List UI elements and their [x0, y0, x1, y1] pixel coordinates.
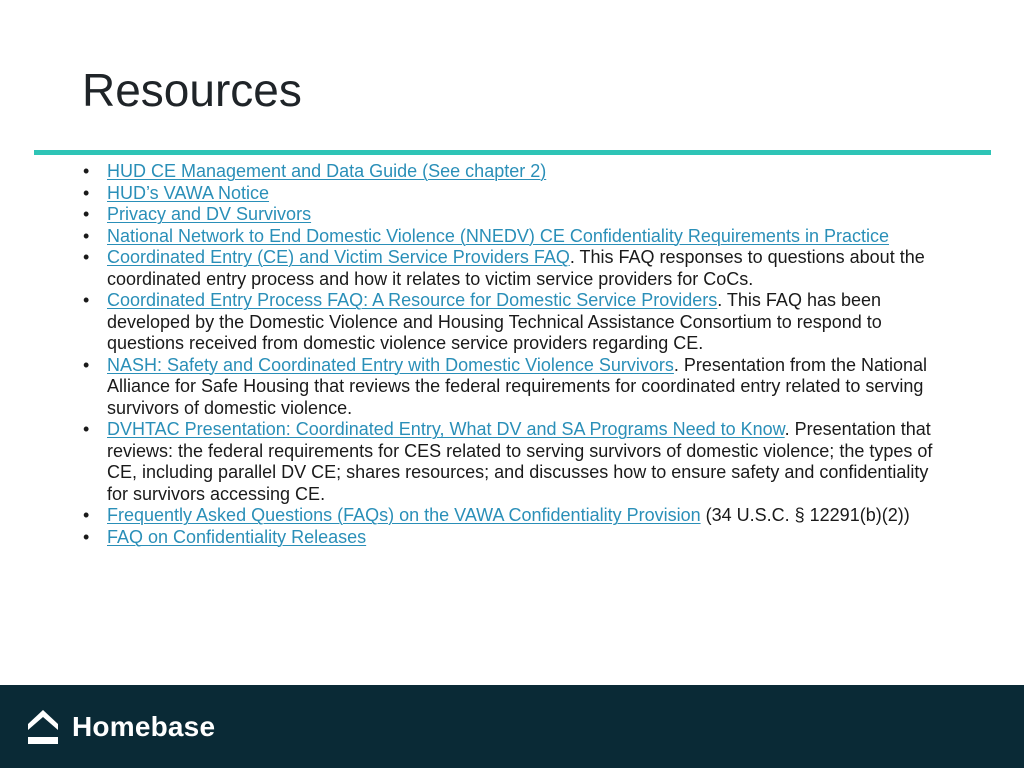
- list-item: [0, 204, 1024, 226]
- list-item: [0, 290, 1024, 355]
- bullet-icon: •: [83, 526, 90, 547]
- title-divider: [34, 150, 991, 155]
- resource-link-vawa-faqs[interactable]: Frequently Asked Questions (FAQs) on the VAWA Confidentiality Provision: [107, 505, 701, 525]
- list-item: [0, 419, 1024, 505]
- bullet-icon: •: [83, 354, 90, 375]
- resource-link-ce-process-faq[interactable]: Coordinated Entry Process FAQ: A Resource for Domestic Service Providers: [107, 290, 718, 310]
- resource-link-confidentiality-releases[interactable]: FAQ on Confidentiality Releases: [107, 526, 367, 547]
- brand-name: Homebase: [72, 711, 216, 742]
- list-item: [0, 161, 1024, 183]
- list-item: [0, 527, 1024, 549]
- resource-link-nnedv[interactable]: National Network to End Domestic Violence (NNEDV) CE Confidentiality Requirements in Practice: [107, 225, 889, 246]
- resource-link-nash[interactable]: NASH: Safety and Coordinated Entry with Domestic Violence Survivors: [107, 354, 674, 375]
- bullet-icon: •: [83, 182, 90, 203]
- list-item: [0, 355, 1024, 420]
- resource-link-hud-vawa-notice[interactable]: HUD’s VAWA Notice: [107, 182, 270, 203]
- resource-link-ce-vsp-faq[interactable]: Coordinated Entry (CE) and Victim Service Providers FAQ: [107, 247, 570, 267]
- resource-description: (34 U.S.C. § 12291(b)(2)): [700, 505, 910, 525]
- homebase-logo: [28, 707, 228, 747]
- bullet-icon: •: [83, 290, 90, 310]
- resource-description: . Presentation from the National Alliance for Safe Housing that reviews the federal requirements for coordinated entry related to serving survivors of domestic violence.: [107, 354, 928, 418]
- resource-description: . This FAQ has been developed by the Domestic Violence and Housing Technical Assistance Consortium to respond to questions received from domestic violence service providers regarding CE.: [107, 290, 882, 353]
- bullet-icon: •: [83, 247, 90, 267]
- bullet-icon: •: [83, 161, 90, 181]
- bullet-icon: •: [83, 204, 90, 224]
- resource-description: . Presentation that reviews: the federal requirements for CES related to serving survivors of domestic violence; the types of CE, including parallel DV CE; shares resources; and discusses how to ensure safety and confidentiality for survivors accessing CE.: [107, 419, 933, 504]
- bullet-icon: •: [83, 419, 90, 439]
- bullet-icon: •: [83, 505, 90, 525]
- bullet-icon: •: [83, 225, 90, 246]
- list-item: [0, 247, 1024, 290]
- list-item: [0, 226, 1024, 248]
- resource-link-privacy-dv[interactable]: Privacy and DV Survivors: [107, 204, 312, 224]
- resource-link-hud-ce-guide[interactable]: HUD CE Management and Data Guide (See chapter 2): [107, 161, 547, 181]
- house-icon: [28, 710, 58, 744]
- resource-link-dvhtac[interactable]: DVHTAC Presentation: Coordinated Entry, What DV and SA Programs Need to Know: [107, 419, 785, 439]
- page-title: Resources: [82, 64, 302, 116]
- list-item: [0, 505, 1024, 527]
- resource-description: . This FAQ responses to questions about the coordinated entry process and how it relates to victim service providers for CoCs.: [107, 247, 925, 289]
- list-item: [0, 183, 1024, 205]
- resource-list: [0, 161, 1024, 548]
